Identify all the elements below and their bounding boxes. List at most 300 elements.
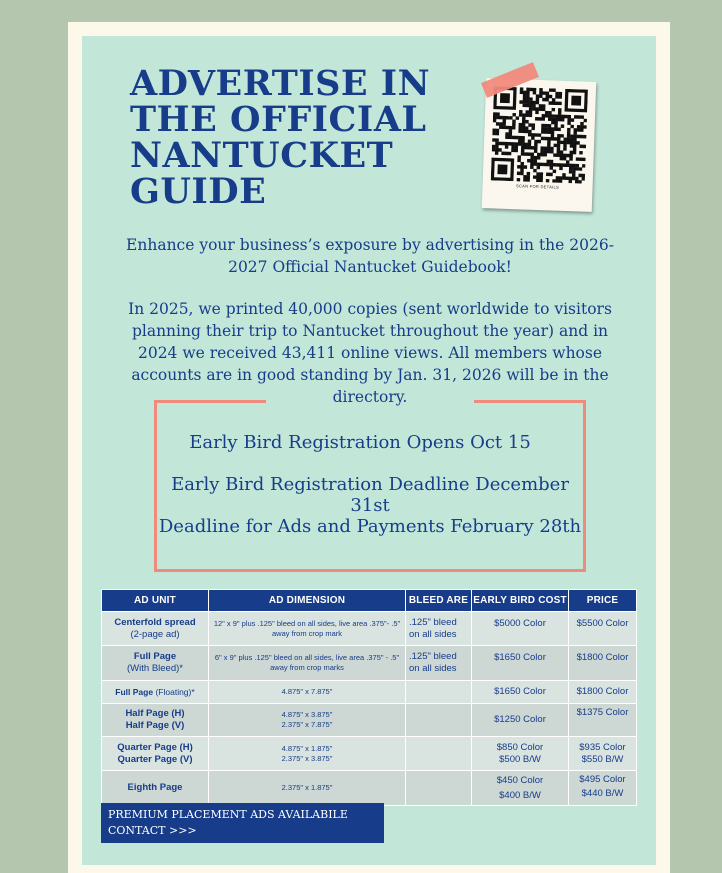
qr-module: [529, 107, 533, 111]
table-row: [102, 646, 637, 681]
qr-module: [553, 163, 557, 167]
qr-module: [524, 152, 528, 156]
qr-module: [505, 142, 509, 146]
qr-module: [534, 149, 538, 153]
qr-module: [539, 88, 543, 92]
qr-module: [545, 98, 549, 102]
qr-module: [525, 130, 529, 134]
early-bird-cost-cell: $5000 Color: [472, 612, 569, 646]
qr-module: [567, 138, 571, 142]
qr-module: [540, 146, 544, 150]
qr-module: [512, 123, 516, 127]
qr-module: [551, 121, 555, 125]
qr-module: [495, 138, 499, 142]
qr-module: [517, 172, 521, 176]
qr-module: [561, 118, 565, 122]
ad-unit-cell: [102, 646, 209, 681]
header-early-bird-cost: EARLY BIRD COST: [472, 590, 569, 612]
qr-module: [532, 104, 536, 108]
qr-module: [495, 148, 499, 152]
early-bird-deadline: Early Bird Registration Deadline December 31st: [171, 474, 569, 516]
qr-module: [555, 102, 559, 106]
qr-module: [542, 114, 546, 118]
qr-module: [526, 97, 530, 101]
qr-module: [512, 136, 516, 140]
qr-module: [572, 167, 576, 171]
qr-module: [569, 167, 573, 171]
qr-module: [496, 116, 500, 120]
qr-module: [533, 169, 537, 173]
qr-module: [552, 98, 556, 102]
headline-line-1: ADVERTISE IN: [130, 63, 431, 104]
qr-module: [558, 108, 562, 112]
qr-module: [502, 142, 506, 146]
bleed-cell: .125" bleed on all sides: [406, 612, 472, 646]
qr-module: [532, 107, 536, 111]
ad-dimension-cell: 4.875" x 7.875": [209, 681, 406, 704]
qr-module: [558, 102, 562, 106]
qr-module: [521, 139, 525, 143]
qr-module: [570, 125, 574, 129]
qr-module: [520, 172, 524, 176]
qr-module: [522, 113, 526, 117]
qr-module: [548, 117, 552, 121]
ad-unit-sub: Quarter Page (V): [117, 753, 193, 765]
ad-unit-sub: (With Bleed)*: [127, 663, 183, 674]
qr-module: [526, 100, 530, 104]
early-bird-cost-cell: $1650 Color: [472, 646, 569, 681]
qr-module: [559, 179, 563, 183]
qr-module: [580, 128, 584, 132]
qr-module: [579, 145, 583, 149]
qr-module: [528, 133, 532, 137]
early-bird-cost-cell: [472, 771, 569, 806]
qr-module: [528, 139, 532, 143]
price-cell: [569, 737, 637, 771]
qr-module: [498, 148, 502, 152]
polaroid-frame: [482, 78, 596, 212]
qr-module: [536, 179, 540, 183]
header-price: PRICE: [569, 590, 637, 612]
qr-module: [502, 119, 506, 123]
qr-module: [560, 150, 564, 154]
qr-module: [546, 163, 550, 167]
qr-module: [505, 132, 509, 136]
qr-module: [492, 129, 496, 133]
qr-module: [521, 136, 525, 140]
qr-module: [555, 95, 559, 99]
qr-module: [557, 134, 561, 138]
qr-module: [541, 124, 545, 128]
qr-module: [505, 135, 509, 139]
qr-module: [569, 151, 573, 155]
qr-module: [499, 125, 503, 129]
qr-module: [583, 125, 587, 129]
qr-module: [557, 144, 561, 148]
intro-text: Enhance your business’s exposure by advertising in the 2026-2027 Official Nantucket Guidebook!: [126, 236, 614, 276]
qr-module: [544, 130, 548, 134]
qr-module: [541, 127, 545, 131]
qr-module: [493, 116, 497, 120]
qr-module: [539, 107, 543, 111]
price-cell: $5500 Color: [569, 612, 637, 646]
qr-module: [518, 136, 522, 140]
qr-module: [536, 101, 540, 105]
qr-module: [550, 160, 554, 164]
qr-module: [493, 119, 497, 123]
price-cell: $1375 Color: [569, 704, 637, 737]
qr-module: [547, 137, 551, 141]
qr-code-card[interactable]: [478, 76, 596, 212]
qr-module: [495, 142, 499, 146]
qr-module: [550, 163, 554, 167]
qr-module: [573, 138, 577, 142]
qr-module: [542, 108, 546, 112]
qr-module: [523, 91, 527, 95]
qr-module: [548, 127, 552, 131]
qr-module: [573, 151, 577, 155]
qr-module: [495, 145, 499, 149]
qr-module: [569, 154, 573, 158]
qr-module: [519, 100, 523, 104]
qr-module: [548, 111, 552, 115]
qr-module: [558, 95, 562, 99]
qr-module: [547, 147, 551, 151]
bleed-cell: .125" bleed on all sides: [406, 646, 472, 681]
ad-unit-name: Full Page: [115, 687, 154, 697]
qr-module: [522, 117, 526, 121]
qr-module: [528, 143, 532, 147]
qr-module: [524, 143, 528, 147]
qr-module: [536, 175, 540, 179]
ad-unit-name: Centerfold spread: [114, 616, 196, 628]
qr-module: [533, 88, 537, 92]
qr-module: [517, 178, 521, 182]
qr-module: [526, 175, 530, 179]
qr-module: [577, 115, 581, 119]
cost-bw: $400 B/W: [499, 790, 541, 801]
qr-module: [533, 162, 537, 166]
qr-module: [562, 173, 566, 177]
qr-module: [515, 145, 519, 149]
qr-module: [575, 177, 579, 181]
qr-module: [567, 118, 571, 122]
qr-module: [544, 150, 548, 154]
qr-module: [558, 118, 562, 122]
qr-module: [522, 130, 526, 134]
qr-module: [529, 101, 533, 105]
qr-module: [511, 149, 515, 153]
deadlines-box: [154, 400, 586, 572]
qr-module: [536, 172, 540, 176]
cost-color: $450 Color: [496, 775, 544, 786]
ad-unit-sub: (2-page ad): [130, 628, 180, 640]
header-ad-dimension: AD DIMENSION: [209, 590, 406, 612]
qr-module: [576, 157, 580, 161]
qr-module: [572, 177, 576, 181]
early-bird-cost-cell: $1650 Color: [472, 681, 569, 704]
qr-module: [502, 126, 506, 130]
qr-module: [537, 162, 541, 166]
qr-module: [560, 157, 564, 161]
qr-module: [558, 115, 562, 119]
headline-line-3: NANTUCKET: [130, 135, 394, 176]
qr-module: [567, 115, 571, 119]
qr-module: [580, 122, 584, 126]
qr-module: [533, 91, 537, 95]
qr-module: [554, 121, 558, 125]
qr-module: [556, 176, 560, 180]
qr-module: [554, 127, 558, 131]
qr-module: [556, 153, 560, 157]
price-bw: $550 B/W: [581, 753, 624, 765]
early-bird-cost-cell: $1250 Color: [472, 704, 569, 737]
header-ad-unit: AD UNIT: [102, 590, 209, 612]
qr-module: [566, 160, 570, 164]
qr-module: [530, 88, 534, 92]
qr-module: [523, 94, 527, 98]
qr-module: [550, 147, 554, 151]
qr-module: [545, 111, 549, 115]
qr-module: [509, 132, 513, 136]
qr-module: [544, 124, 548, 128]
bleed-cell: [406, 737, 472, 771]
qr-module: [541, 117, 545, 121]
ad-payment-deadline: Deadline for Ads and Payments February 28th: [158, 516, 582, 537]
qr-module: [569, 177, 573, 181]
qr-module: [520, 165, 524, 169]
qr-module: [530, 159, 534, 163]
qr-module: [561, 124, 565, 128]
ad-unit-name: Half Page (H): [125, 708, 185, 719]
qr-module: [572, 173, 576, 177]
qr-module: [541, 130, 545, 134]
qr-module: [550, 150, 554, 154]
qr-module: [531, 146, 535, 150]
qr-module: [495, 151, 499, 155]
qr-module: [519, 123, 523, 127]
qr-module: [549, 166, 553, 170]
qr-finder-pattern: [571, 96, 581, 106]
qr-module: [573, 148, 577, 152]
qr-module: [493, 112, 497, 116]
ad-unit-cell: [102, 704, 209, 737]
qr-module: [577, 135, 581, 139]
premium-placement-contact-link[interactable]: [101, 803, 384, 843]
price-color: $935 Color: [579, 741, 626, 753]
qr-module: [529, 110, 533, 114]
qr-module: [551, 137, 555, 141]
qr-module: [522, 126, 526, 130]
qr-module: [525, 126, 529, 130]
qr-module: [547, 130, 551, 134]
qr-module: [518, 142, 522, 146]
qr-module: [566, 164, 570, 168]
qr-module: [579, 157, 583, 161]
qr-module: [552, 108, 556, 112]
qr-module: [547, 140, 551, 144]
qr-module: [572, 170, 576, 174]
table-row: [102, 612, 637, 646]
ad-unit-cell: [102, 612, 209, 646]
qr-module: [531, 127, 535, 131]
qr-module: [576, 141, 580, 145]
qr-module: [549, 173, 553, 177]
qr-module: [563, 147, 567, 151]
qr-module: [544, 137, 548, 141]
qr-module: [563, 137, 567, 141]
qr-module: [519, 113, 523, 117]
price-bw: $440 B/W: [581, 788, 624, 799]
premium-line-1: PREMIUM PLACEMENT ADS AVAILABILE: [108, 808, 348, 821]
price-cell: $1800 Color: [569, 681, 637, 704]
qr-module: [502, 122, 506, 126]
qr-module: [567, 121, 571, 125]
qr-module: [576, 164, 580, 168]
qr-module: [522, 120, 526, 124]
qr-module: [492, 148, 496, 152]
qr-module: [573, 144, 577, 148]
qr-module: [540, 153, 544, 157]
qr-module: [532, 123, 536, 127]
qr-module: [547, 143, 551, 147]
qr-module: [582, 174, 586, 178]
qr-module: [538, 133, 542, 137]
qr-module: [549, 95, 553, 99]
qr-module: [537, 153, 541, 157]
qr-module: [538, 117, 542, 121]
qr-module: [567, 128, 571, 132]
qr-module: [523, 100, 527, 104]
qr-module: [542, 98, 546, 102]
qr-finder-pattern: [500, 93, 510, 103]
qr-module: [499, 116, 503, 120]
qr-module: [520, 91, 524, 95]
qr-module: [499, 122, 503, 126]
qr-module: [498, 142, 502, 146]
qr-module: [563, 141, 567, 145]
qr-module: [582, 164, 586, 168]
qr-module: [534, 156, 538, 160]
qr-module: [555, 92, 559, 96]
qr-module: [546, 173, 550, 177]
qr-module: [531, 133, 535, 137]
ad-unit-cell: [102, 737, 209, 771]
qr-module: [579, 151, 583, 155]
qr-module: [568, 180, 572, 184]
qr-module: [578, 180, 582, 183]
qr-module: [518, 139, 522, 143]
qr-module: [577, 125, 581, 129]
qr-module: [521, 146, 525, 150]
qr-finder-pattern: [497, 164, 507, 174]
ad-dimension-cell: 6" x 9" plus .125" bleed on all sides, live area .375" - .5" away from crop marks: [209, 646, 406, 681]
qr-module: [503, 116, 507, 120]
price-cell: [569, 771, 637, 806]
qr-module: [512, 119, 516, 123]
qr-module: [534, 133, 538, 137]
qr-module: [537, 166, 541, 170]
qr-module: [517, 159, 521, 163]
qr-module: [558, 111, 562, 115]
header-bleed-area: BLEED ARE: [406, 590, 472, 612]
qr-module: [552, 101, 556, 105]
qr-module: [535, 107, 539, 111]
bleed-cell: [406, 681, 472, 704]
ad-dimension-cell: 12" x 9" plus .125" bleed on all sides, live area .375"- .5" away from crop mark: [209, 612, 406, 646]
ad-unit-name: Quarter Page (H): [117, 741, 193, 753]
qr-module: [557, 150, 561, 154]
qr-module: [551, 114, 555, 118]
qr-module: [578, 174, 582, 178]
qr-module: [544, 127, 548, 131]
qr-module: [559, 167, 563, 171]
qr-module: [546, 179, 550, 183]
qr-module: [559, 163, 563, 167]
qr-module: [505, 145, 509, 149]
qr-module: [518, 126, 522, 130]
qr-module: [559, 92, 563, 96]
qr-module: [526, 110, 530, 114]
qr-module: [534, 146, 538, 150]
table-row: [102, 737, 637, 771]
qr-module: [542, 91, 546, 95]
qr-module: [511, 142, 515, 146]
qr-module: [544, 147, 548, 151]
ad-unit-cell: [102, 681, 209, 704]
qr-module: [554, 144, 558, 148]
qr-module: [552, 88, 556, 92]
qr-module: [549, 101, 553, 105]
qr-module: [532, 101, 536, 105]
qr-module: [567, 131, 571, 135]
qr-module: [540, 163, 544, 167]
qr-module: [562, 176, 566, 180]
qr-module: [575, 180, 579, 184]
qr-module: [492, 138, 496, 142]
qr-module: [582, 158, 586, 162]
qr-module: [539, 91, 543, 95]
qr-module: [584, 119, 588, 123]
qr-module: [574, 128, 578, 132]
qr-module: [573, 141, 577, 145]
qr-module: [556, 163, 560, 167]
qr-module: [570, 134, 574, 138]
qr-module: [526, 104, 530, 108]
qr-module: [556, 179, 560, 183]
table-row: [102, 681, 637, 704]
qr-module: [565, 176, 569, 180]
cost-bw: $500 B/W: [499, 753, 541, 765]
table-row: [102, 771, 637, 806]
qr-module: [512, 113, 516, 117]
qr-module: [563, 157, 567, 161]
premium-line-2: CONTACT >>>: [108, 824, 197, 837]
qr-module: [580, 135, 584, 139]
qr-module: [557, 128, 561, 132]
qr-module: [529, 104, 533, 108]
qr-module: [520, 87, 524, 91]
qr-module: [501, 152, 505, 156]
qr-module: [531, 153, 535, 157]
qr-module: [539, 104, 543, 108]
qr-module: [524, 146, 528, 150]
qr-module: [563, 154, 567, 158]
ad-dimension-cell: [209, 737, 406, 771]
qr-module: [518, 129, 522, 133]
ad-unit-name: Eighth Page: [127, 782, 183, 793]
qr-module: [557, 140, 561, 144]
